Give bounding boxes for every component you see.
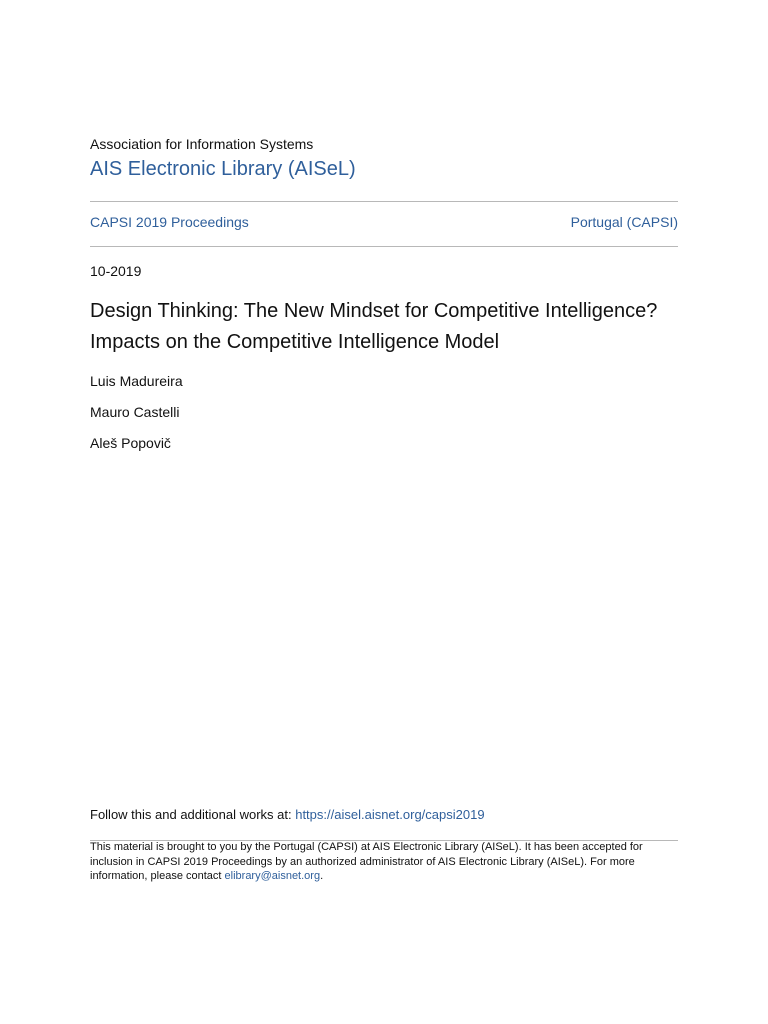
- notice-text: This material is brought to you by the Portugal (CAPSI) at AIS Electronic Library (AISeL). It has been accepted for inclusion in CAPSI 2019 Proceedings by an authorized administrator of AIS Electronic Library (AISeL). For more information, please contact: [90, 841, 643, 882]
- organization-name: Association for Information Systems: [90, 136, 314, 152]
- paper-title: Design Thinking: The New Mindset for Competitive Intelligence? Impacts on the Competitive Intelligence Model: [90, 300, 658, 353]
- publication-date: 10-2019: [90, 263, 142, 279]
- divider-middle: [90, 246, 678, 247]
- library-link[interactable]: AIS Electronic Library (AISeL): [90, 158, 356, 180]
- community-link[interactable]: Portugal (CAPSI): [570, 214, 678, 230]
- divider-top: [90, 201, 678, 202]
- collection-link[interactable]: https://aisel.aisnet.org/capsi2019: [295, 807, 485, 822]
- author-name: Luis Madureira: [90, 373, 183, 389]
- author-name: Aleš Popovič: [90, 435, 171, 451]
- follow-label: Follow this and additional works at:: [90, 807, 296, 822]
- cover-page: [90, 0, 678, 1024]
- notice-end: .: [320, 870, 324, 882]
- contact-email-link[interactable]: elibrary@aisnet.org: [224, 870, 321, 882]
- follow-line: [90, 807, 485, 822]
- proceedings-link[interactable]: CAPSI 2019 Proceedings: [90, 214, 249, 230]
- copyright-notice: [90, 840, 678, 884]
- author-name: Mauro Castelli: [90, 404, 180, 420]
